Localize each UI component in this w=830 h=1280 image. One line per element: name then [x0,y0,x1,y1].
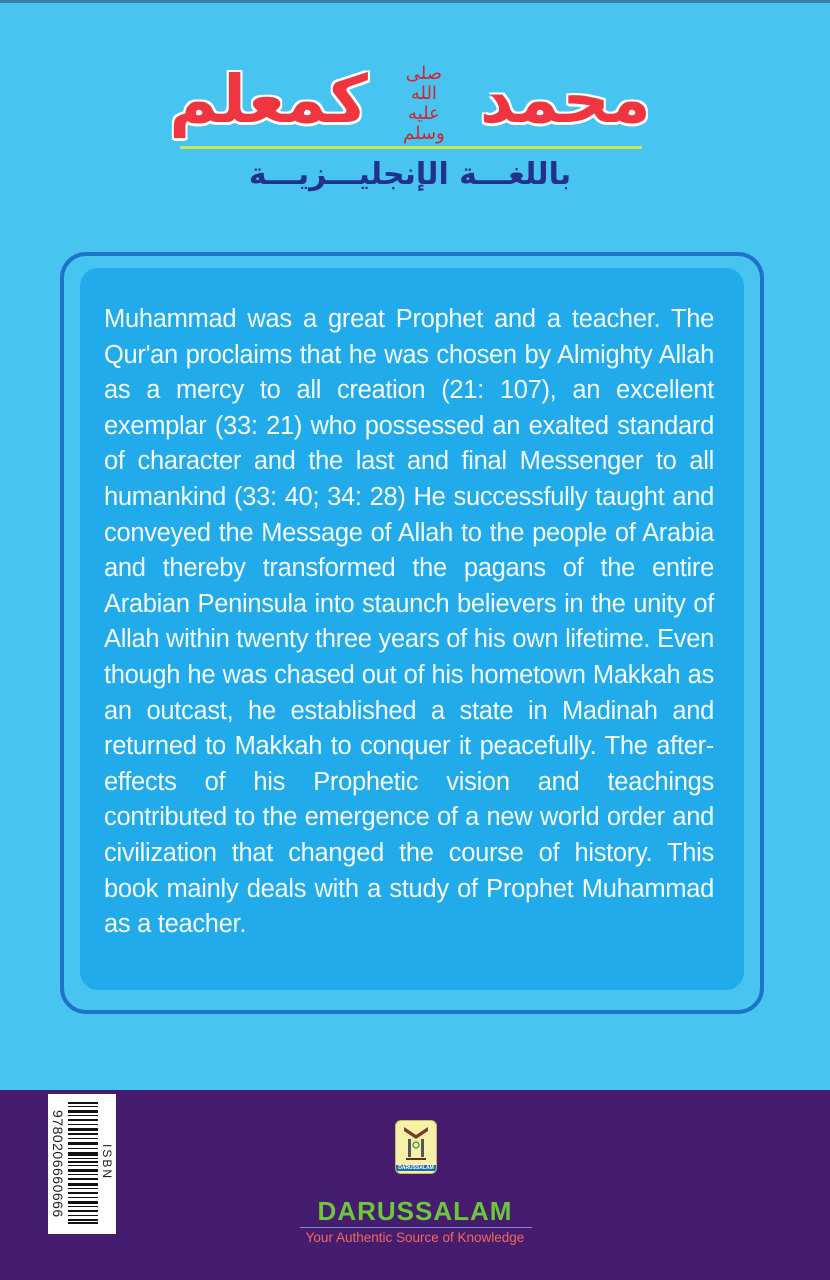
title-divider [180,146,642,149]
honorific-calligraphy: صلى الله عليه وسلم [403,62,445,144]
isbn-label: ISBN [100,1144,114,1181]
cover-top-edge [0,0,830,3]
cover-title [150,60,670,144]
barcode-bars-icon [68,1102,98,1224]
isbn-digits: 9780206660666 [50,1110,66,1218]
publisher-tagline: Your Authentic Source of Knowledge [305,1230,525,1245]
title-role: كمعلم [169,61,368,138]
arabic-subtitle: باللغـــة الإنجليـــزيـــة [248,157,572,192]
quran-stand-icon [396,1121,436,1165]
arabic-title [150,60,670,144]
darussalam-logo-icon [395,1120,437,1174]
emblem-label: DARUSSALAM [396,1165,436,1171]
publisher-rule [300,1227,532,1228]
title-name: محمد [479,61,651,138]
blurb-text: Muhammad was a great Prophet and a teacher. The Qur'an proclaims that he was chosen by Almighty Allah as a mercy to all creation (21: 107), an excellent exemplar (33: 21) who possessed an exalted standard of character and the last and final Messenger to all humankind (33: 40; 34: 28) He successfully taught and conveyed the Message of Allah to the people of Arabia and thereby transformed the pagans of the entire Arabian Peninsula into staunch believers in the unity of Allah within twenty three years of his own lifetime. Even though he was chased out of his hometown Makkah as an outcast, he established a state in Madinah and returned to Makkah to conquer it peacefully. The after-effects of his Prophetic vision and teachings contributed to the emergence of a new world order and civilization that changed the course of history. This book mainly deals with a study of Prophet Muhammad as a teacher. [104,305,714,939]
isbn-barcode [48,1094,116,1234]
blurb-panel-inner [80,268,744,990]
publisher-name: DARUSSALAM [317,1196,513,1226]
blurb-panel [60,252,764,1014]
publisher-band [0,1090,830,1280]
